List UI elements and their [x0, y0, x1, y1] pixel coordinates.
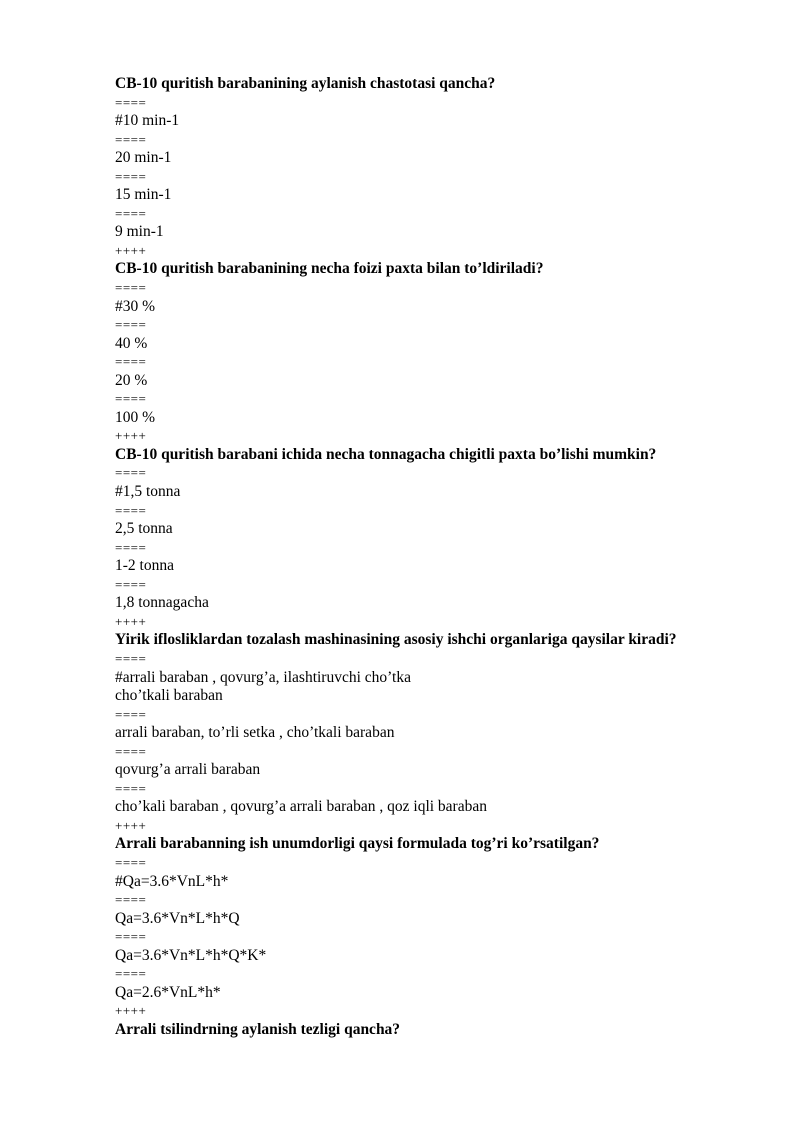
separator-line: ==== — [115, 131, 147, 147]
separator-line: ==== — [115, 780, 147, 796]
answer-option: #10 min-1 — [115, 112, 180, 130]
separator-line: ++++ — [115, 1003, 147, 1019]
separator-line: ==== — [115, 539, 147, 555]
answer-option: 1-2 tonna — [115, 557, 174, 575]
separator-line: ==== — [115, 391, 147, 407]
answer-option: Qa=3.6*Vn*L*h*Q*K* — [115, 946, 267, 964]
document-page — [115, 75, 755, 1039]
answer-option: cho’kali baraban , qovurg’a arrali baraban , qoz iqli baraban — [115, 798, 487, 816]
answer-option: #1,5 tonna — [115, 483, 181, 501]
answer-option: 20 % — [115, 371, 148, 389]
answer-option: #30 % — [115, 297, 156, 315]
separator-line: ++++ — [115, 428, 147, 444]
question-text: Yirik iflosliklаrdan tozalash mashinasining asosiy ishchi organlariga qaysilar kiradi? — [115, 631, 677, 649]
answer-option: 2,5 tonna — [115, 520, 173, 538]
answer-option: Qa=3.6*Vn*L*h*Q — [115, 909, 240, 927]
answer-option: 100 % — [115, 408, 156, 426]
separator-line: ++++ — [115, 242, 147, 258]
question-text: CB-10 quritish barabani ichida necha tonnagacha chigitli paxta bo’lishi mumkin? — [115, 445, 657, 463]
separator-line: ==== — [115, 280, 147, 296]
question-text: Arrali tsilindrning aylanish tezligi qancha? — [115, 1020, 401, 1038]
answer-option: 1,8 tonnagacha — [115, 594, 209, 612]
answer-option: qovurg’a arrali baraban — [115, 761, 261, 779]
question-text: CB-10 quritish barabanining aylanish chastotasi qancha? — [115, 75, 496, 92]
separator-line: ++++ — [115, 817, 147, 833]
question-text: CB-10 quritish barabanining necha foizi paxta bilan to’ldiriladi? — [115, 260, 544, 278]
separator-line: ==== — [115, 929, 147, 945]
separator-line: ==== — [115, 854, 147, 870]
separator-line: ==== — [115, 94, 147, 110]
separator-line: ==== — [115, 966, 147, 982]
separator-line: ++++ — [115, 613, 147, 629]
separator-line: ==== — [115, 354, 147, 370]
separator-line: ==== — [115, 576, 147, 592]
answer-option: cho’tkali baraban — [115, 687, 223, 705]
separator-line: ==== — [115, 205, 147, 221]
separator-line: ==== — [115, 892, 147, 908]
answer-option: Qa=2.6*VnL*h* — [115, 983, 221, 1001]
separator-line: ==== — [115, 706, 147, 722]
answer-option: 20 min-1 — [115, 149, 172, 167]
separator-line: ==== — [115, 743, 147, 759]
separator-line: ==== — [115, 465, 147, 481]
answer-option: 15 min-1 — [115, 186, 172, 204]
separator-line: ==== — [115, 317, 147, 333]
answer-option: arrali baraban, to’rli setka , cho’tkali baraban — [115, 724, 395, 742]
separator-line: ==== — [115, 168, 147, 184]
answer-option: 40 % — [115, 334, 148, 352]
separator-line: ==== — [115, 650, 147, 666]
question-text: Arrali barabanning ish unumdorligi qaysi formulada tog’ri ko’rsatilgan? — [115, 835, 600, 853]
answer-option: #Qa=3.6*VnL*h* — [115, 872, 229, 890]
answer-option: 9 min-1 — [115, 223, 164, 241]
answer-option: #arrali baraban , qovurg’a, ilashtiruvchi cho’tka — [115, 668, 411, 686]
separator-line: ==== — [115, 502, 147, 518]
